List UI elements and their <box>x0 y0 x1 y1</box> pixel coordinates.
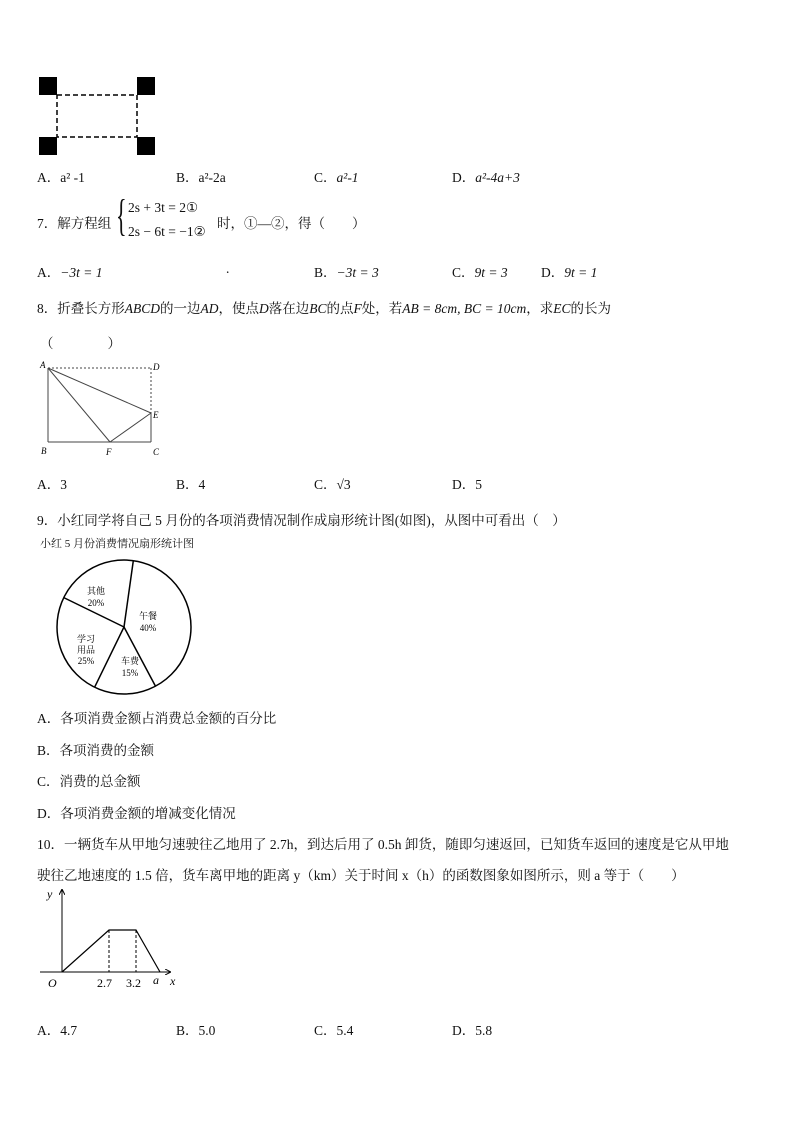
label-a: A <box>40 360 46 370</box>
q7-stem-end: 时，①—②，得（ ） <box>217 216 366 231</box>
sector-label-lunch: 午餐 <box>138 611 158 621</box>
tick-2-7: 2.7 <box>97 976 112 990</box>
y-label: y <box>47 887 53 901</box>
q8-option-d[interactable]: D．5 <box>452 477 482 492</box>
q8-stem: 8．折叠长方形ABCD的一边AD，使点D落在边BC的点F处，若AB = 8cm, BC = 10cm，求EC的长为 <box>37 301 611 316</box>
q10-option-c[interactable]: C．5.4 <box>314 1023 354 1038</box>
x-label: x <box>170 974 176 988</box>
corner-square-br <box>137 137 155 155</box>
sector-percent-fare: 15% <box>121 668 139 678</box>
q7-option-d[interactable]: D．9t = 1 <box>541 265 598 280</box>
q6-option-b[interactable]: B．a²-2a <box>176 170 226 185</box>
q7-option-c[interactable]: C．9t = 3 <box>452 265 508 280</box>
q8-figure <box>36 358 166 460</box>
brace-icon: { <box>116 191 127 240</box>
q7-dot: . <box>226 261 230 276</box>
sector-percent-other: 20% <box>87 598 105 608</box>
dashed-rectangle <box>57 95 137 137</box>
q6-option-d[interactable]: D．a²-4a+3 <box>452 170 520 185</box>
corner-square-tr <box>137 77 155 95</box>
q6-option-c[interactable]: C．a²-1 <box>314 170 359 185</box>
q7-equation-1: 2s + 3t = 2① <box>128 200 199 215</box>
tick-3-2: 3.2 <box>126 976 141 990</box>
q9-option-c[interactable]: C．消费的总金额 <box>37 774 141 789</box>
sector-label-study-2: 用品 <box>76 645 96 655</box>
label-b: B <box>41 446 47 456</box>
corner-square-tl <box>39 77 57 95</box>
pie-chart <box>52 556 196 698</box>
corner-square-bl <box>39 137 57 155</box>
sector-percent-study: 25% <box>77 656 95 666</box>
q6-figure <box>36 74 160 160</box>
sector-label-fare: 车费 <box>120 656 140 666</box>
q8-option-c[interactable]: C．√3 <box>314 477 351 492</box>
q7-equation-2: 2s − 6t = −1② <box>128 224 206 239</box>
q10-stem-line2: 驶往乙地速度的 1.5 倍，货车离甲地的距离 y（km）关于时间 x（h）的函数图象如图所示，则 a 等于（ ） <box>37 868 685 883</box>
q9-option-a[interactable]: A．各项消费金额占消费总金额的百分比 <box>37 711 277 726</box>
q7-stem: 7．解方程组 <box>37 216 112 231</box>
segment-fe <box>110 413 151 442</box>
sector-percent-lunch: 40% <box>139 623 157 633</box>
segment-af <box>48 368 110 442</box>
q10-option-d[interactable]: D．5.8 <box>452 1023 493 1038</box>
q10-option-b[interactable]: B．5.0 <box>176 1023 216 1038</box>
q7-option-a[interactable]: A．−3t = 1 <box>37 265 103 280</box>
q9-option-d[interactable]: D．各项消费金额的增减变化情况 <box>37 806 236 821</box>
label-f: F <box>106 447 112 457</box>
tick-a: a <box>153 973 159 987</box>
sector-label-other: 其他 <box>86 586 106 596</box>
q8-option-b[interactable]: B．4 <box>176 477 206 492</box>
q6-option-a[interactable]: A．a² -1 <box>37 170 85 185</box>
q7-option-b[interactable]: B．−3t = 3 <box>314 265 379 280</box>
q8-paren: （ ） <box>40 336 121 351</box>
label-d: D <box>153 362 160 372</box>
q9-stem: 9．小红同学将自己 5 月份的各项消费情况制作成扇形统计图(如图)，从图中可看出（ ） <box>37 513 566 528</box>
q10-stem-line1: 10．一辆货车从甲地匀速驶往乙地用了 2.7h，到达后用了 0.5h 卸货，随即匀速返回，已知货车返回的速度是它从甲地 <box>37 837 729 852</box>
q10-graph <box>36 884 186 994</box>
label-c: C <box>153 447 160 457</box>
sector-label-study-1: 学习 <box>76 634 96 644</box>
origin-label: O <box>48 976 57 990</box>
q8-option-a[interactable]: A．3 <box>37 477 67 492</box>
label-e: E <box>153 410 159 420</box>
q10-option-a[interactable]: A．4.7 <box>37 1023 78 1038</box>
pie-chart-title: 小红 5 月份消费情况扇形统计图 <box>40 538 194 550</box>
distance-time-polyline <box>62 930 160 972</box>
q9-option-b[interactable]: B．各项消费的金额 <box>37 743 155 758</box>
fold-line-ae <box>48 368 151 413</box>
